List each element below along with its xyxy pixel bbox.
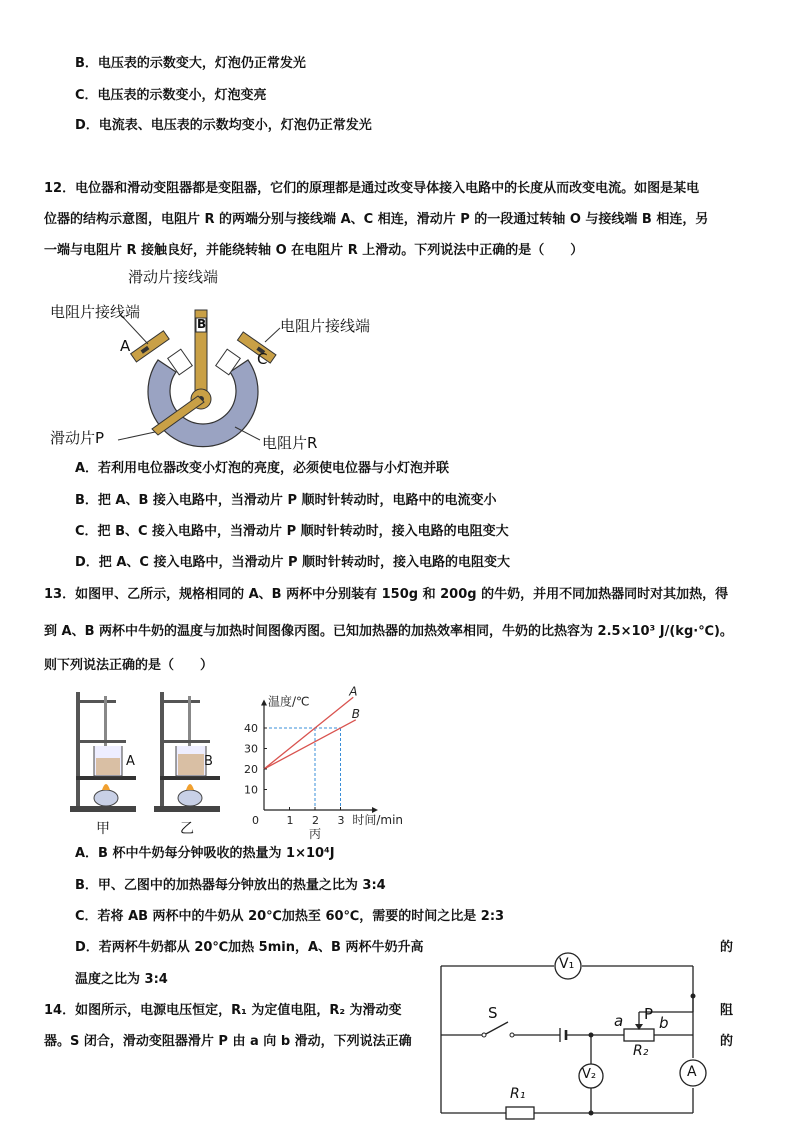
label-slider-p: 滑动片P [50,429,105,447]
q11-option-b: B．电压表的示数变大，灯泡仍正常发光 [75,56,306,71]
chart-title: 丙 [309,827,322,840]
label-resistor-terminal-right: 电阻片接线端 [280,317,371,335]
y-tick-label-10: 10 [244,783,258,797]
switch-label: S [488,1004,498,1022]
y-axis-label: 温度/℃ [268,694,310,709]
q12-option-a: A．若利用电位器改变小灯泡的亮度，必须使电位器与小灯泡并联 [75,461,450,476]
beaker-label-b: B [204,754,213,769]
q13-option-d-line2: 温度之比为 3:4 [75,972,168,987]
series-label-A: A [349,684,358,699]
x-axis-label: 时间/min [352,813,404,827]
label-terminal-c: C [257,350,268,368]
voltmeter-v2: V₂ [582,1067,597,1082]
q12-stem-line3: 一端与电阻片 R 接触良好，并能绕转轴 O 在电阻片 R 上滑动。下列说法中正确的是（ ） [44,243,584,258]
label-terminal-a: A [120,337,131,355]
slider-p-label: P [644,1005,654,1023]
q13-option-a: A．B 杯中牛奶每分钟吸收的热量为 1×10⁴J [75,846,335,861]
y-tick-label-30: 30 [244,742,258,756]
q13-option-d-line1: D．若两杯牛奶都从 20℃加热 5min，A、B 两杯牛奶升高 [75,940,424,955]
terminal-a [131,331,170,362]
q14-stem-line1: 14．如图所示，电源电压恒定，R₁ 为定值电阻，R₂ 为滑动变 [44,1003,402,1018]
q13-stem-line1: 13．如图甲、乙所示，规格相同的 A、B 两杯中分别装有 150g 和 200g 的牛奶，并用不同加热器同时对其加热，得 [44,587,729,602]
temperature-chart-svg [236,684,426,840]
label-resistor-r: 电阻片R [262,434,318,452]
label-slider-terminal: 滑动片接线端 [128,268,219,286]
resistor-r1-label: R₁ [510,1086,526,1102]
ammeter-a: A [687,1064,697,1080]
y-axis-arrow [261,700,267,706]
figure-label-yi: 乙 [180,821,194,837]
temperature-chart [236,684,426,840]
voltmeter-v1: V₁ [559,956,575,972]
q13-option-d-tail: 的 [720,940,734,955]
q13-option-c: C．若将 AB 两杯中的牛奶从 20℃加热至 60℃，需要的时间之比是 2:3 [75,909,505,924]
q12-stem-line1: 12．电位器和滑动变阻器都是变阻器，它们的原理都是通过改变导体接入电路中的长度从而改变电流。如图是某电 [44,181,700,196]
q13-option-b: B．甲、乙图中的加热器每分钟放出的热量之比为 3:4 [75,878,386,893]
heating-apparatus-yi [150,688,230,838]
circuit-diagram [436,950,716,1120]
figure-label-jia: 甲 [96,821,110,837]
y-tick-label-20: 20 [244,763,258,776]
heating-apparatus-jia [66,688,146,838]
q11-option-c: C．电压表的示数变小，灯泡变亮 [75,88,267,103]
terminal-a-label: a [614,1012,624,1030]
q14-stem-line2: 器。S 闭合，滑动变阻器滑片 P 由 a 向 b 滑动，下列说法正确 [44,1034,412,1049]
x-tick-label-1: 1 [286,814,294,827]
label-terminal-b: B [197,317,207,331]
terminal-b-label: b [659,1014,669,1032]
x-tick-label-3: 3 [337,814,345,827]
resistor-r2-label: R₂ [633,1043,649,1059]
q12-stem-line2: 位器的结构示意图，电阻片 R 的两端分别与接线端 A、C 相连，滑动片 P 的一段通过转轴 O 与接线端 B 相连，另 [44,212,709,227]
q13-stem-line2: 到 A、B 两杯中牛奶的温度与加热时间图像丙图。已知加热器的加热效率相同，牛奶的比热容为 2.5×10³ J/(kg·℃)。 [44,624,733,639]
potentiometer-figure [40,262,400,457]
q14-stem-line1-tail: 阻 [720,1003,734,1018]
q12-option-b: B．把 A、B 接入电路中，当滑动片 P 顺时针转动时，电路中的电流变小 [75,493,497,508]
q12-option-d: D．把 A、C 接入电路中，当滑动片 P 顺时针转动时，接入电路的电阻变大 [75,555,511,570]
q11-option-d: D．电流表、电压表的示数均变小，灯泡仍正常发光 [75,118,372,133]
x-tick-label-0: 0 [252,814,259,827]
label-resistor-terminal-left: 电阻片接线端 [50,303,141,321]
y-tick-label-40: 40 [244,722,258,735]
beaker-label-a: A [126,754,135,769]
series-line-B [264,720,356,769]
q14-stem-line2-tail: 的 [720,1034,734,1049]
q12-option-c: C．把 B、C 接入电路中，当滑动片 P 顺时针转动时，接入电路的电阻变大 [75,524,509,539]
q13-stem-line3: 则下列说法正确的是（ ） [44,658,214,673]
x-tick-label-2: 2 [312,814,319,827]
series-label-B: B [351,706,361,721]
